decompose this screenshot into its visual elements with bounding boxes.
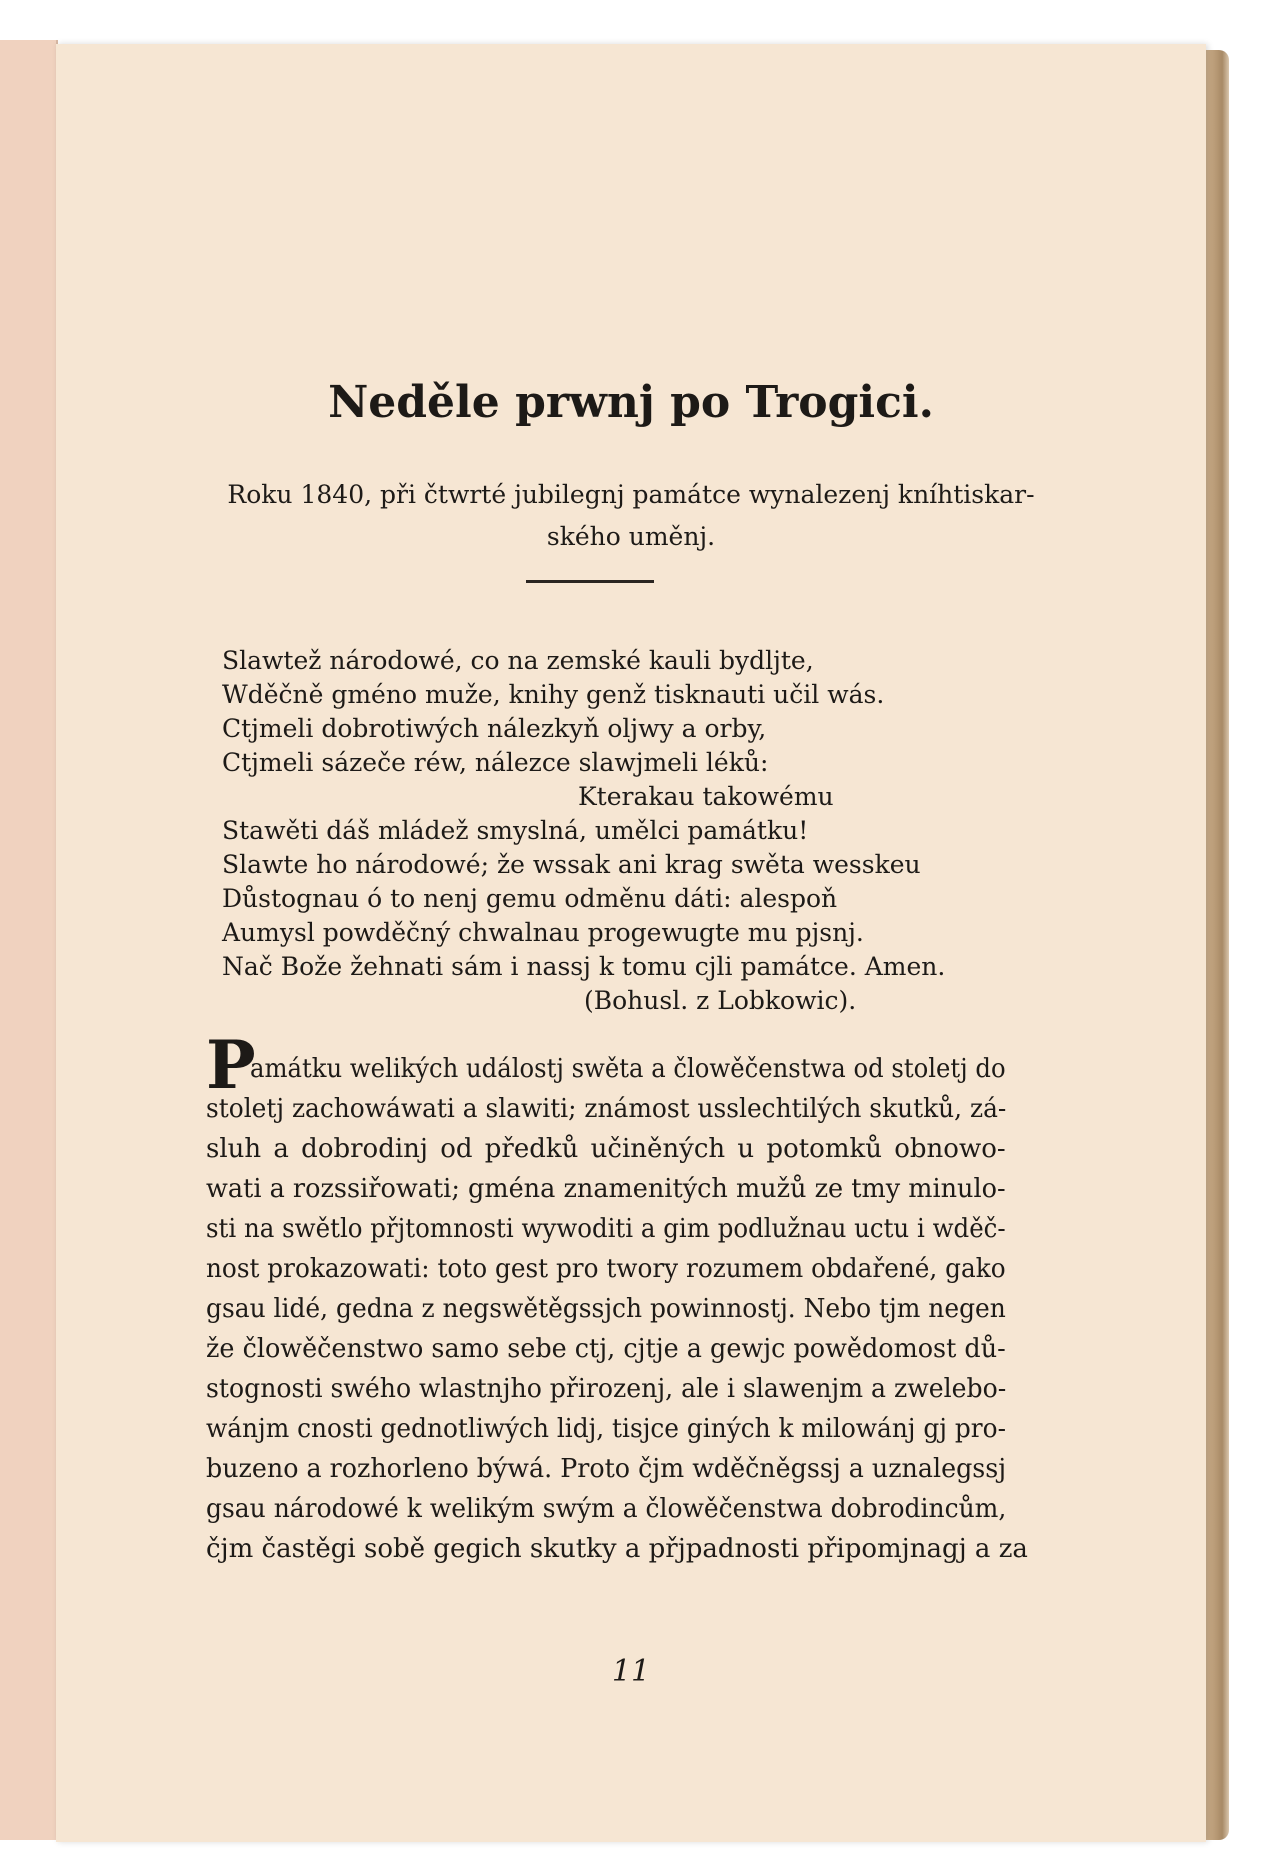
page-number: 11: [611, 1654, 651, 1689]
prose-line: čjm častěgi sobě gegich skutky a přjpadnosti připomjnagj a za: [206, 1534, 1028, 1564]
poem-line: Ctjmeli dobrotiwých nálezkyň oljwy a orby,: [222, 714, 767, 743]
prose-line: wánjm cnosti gednotliwých lidj, tisjce giných k milowánj gj pro-: [206, 1414, 1006, 1444]
page-subtitle: Roku 1840, při čtwrté jubilegnj památce wynalezenj kníhtiskar- ského uměnj.: [227, 480, 1035, 551]
poem-line: Stawěti dáš mládež smyslná, umělci památku!: [222, 816, 809, 845]
prose-line: buzeno a rozhorleno býwá. Proto čjm wděčněgssj a uznalegssj: [206, 1454, 1007, 1484]
prose-line: sti na swětlo přjtomnosti wywoditi a gim podlužnau uctu i wděč-: [206, 1214, 1006, 1244]
prose-line: gsau lidé, gedna z negswětěgssjch powinnostj. Nebo tjm negen: [206, 1294, 1006, 1324]
poem-line: Nač Bože žehnati sám i nassj k tomu cjli památce. Amen.: [222, 952, 946, 981]
drop-cap: P: [206, 1026, 256, 1104]
page-title: Neděle prwnj po Trogici.: [328, 377, 934, 428]
poem-line: Ctjmeli sázeče réw, nálezce slawjmeli léků:: [222, 748, 769, 777]
prose-line: nost prokazowati: toto gest pro twory rozumem obdařené, gako: [206, 1254, 1006, 1284]
prose-line: gsau národowé k welikým swým a člowěčenstwa dobrodincům,: [206, 1494, 1007, 1524]
prose-line: amátku welikých událostj swěta a člowěčenstwa od stoletj do: [250, 1054, 1006, 1084]
poem-line: Důstognau ó to nenj gemu odměnu dáti: alespoň: [222, 884, 838, 913]
prose-line: že člowěčenstwo samo sebe ctj, cjtje a gewjc powědomost dů-: [206, 1334, 1006, 1364]
poem-line: Aumysl powděčný chwalnau progewugte mu pjsnj.: [222, 918, 864, 947]
book-page: [56, 44, 1206, 1842]
poem-line: Slawte ho národowé; že wssak ani krag swěta wesskeu: [222, 850, 921, 879]
prose-line: stoletj zachowáwati a slawiti; známost usslechtilých skutků, zá-: [206, 1094, 1007, 1124]
prose-line: sluh a dobrodinj od předků učiněných u potomků obnowo-: [206, 1134, 1006, 1164]
prose-line: wati a rozssiřowati; gména znamenitých mužů ze tmy minulo-: [206, 1174, 1006, 1204]
poem-line: Wděčně gméno muže, knihy genž tisknauti učil wás.: [222, 680, 885, 709]
previous-page-edge: [0, 40, 58, 1840]
poem-line: Kterakau takowému: [578, 782, 834, 811]
divider-rule: [526, 580, 654, 583]
prose-line: stognosti swého wlastnjho přirozenj, ale i slawenjm a zwelebo-: [206, 1374, 1007, 1404]
poem-attribution: (Bohusl. z Lobkowic).: [584, 986, 857, 1015]
poem-line: Slawtež národowé, co na zemské kauli bydljte,: [222, 646, 814, 675]
